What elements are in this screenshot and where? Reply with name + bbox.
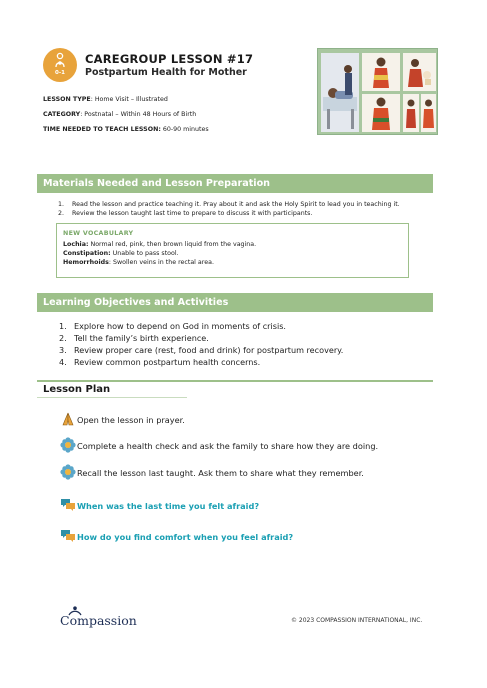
list-item: 1. Explore how to depend on God in moments of crisis. (59, 321, 286, 331)
praying-hands-icon (60, 411, 76, 427)
lesson-plan-rule (37, 380, 433, 382)
lesson-illustration (317, 48, 438, 135)
speech-bubbles-icon (60, 528, 76, 544)
vocabulary-box (56, 223, 409, 278)
illustration-tile-4 (362, 94, 400, 132)
compassion-logo (60, 606, 137, 628)
plan-step-text: Open the lesson in prayer. (77, 415, 185, 425)
logo-wordmark: Compassion (60, 613, 137, 628)
illustration-tile-5 (403, 94, 419, 132)
plan-step-text: Recall the lesson last taught. Ask them to share what they remember. (77, 468, 364, 478)
lesson-type-line: LESSON TYPE: Home Visit – Illustrated (43, 96, 168, 103)
mother-baby-icon (52, 52, 68, 68)
vocabulary-entry: Constipation: Unable to pass stool. (63, 250, 179, 257)
vocabulary-entry: Hemorrhoids: Swollen veins in the rectal area. (63, 259, 214, 266)
flower-icon (60, 437, 76, 453)
flower-icon (60, 464, 76, 480)
lesson-title: CAREGROUP LESSON #17 (85, 52, 254, 66)
lesson-subtitle: Postpartum Health for Mother (85, 67, 247, 78)
illustration-tile-1 (321, 53, 359, 132)
materials-list (58, 200, 400, 218)
time-line: TIME NEEDED TO TEACH LESSON: 60-90 minutes (43, 126, 209, 133)
list-item: 2. Review the lesson taught last time to prepare to discuss it with participants. (58, 210, 313, 217)
list-item: 3. Review proper care (rest, food and drink) for postpartum recovery. (59, 345, 344, 355)
materials-section-header: Materials Needed and Lesson Preparation (37, 174, 433, 193)
lesson-plan-underline (37, 397, 187, 398)
list-item: 2. Tell the family’s birth experience. (59, 333, 209, 343)
objectives-list (59, 320, 343, 368)
category-line: CATEGORY: Postnatal – Within 48 Hours of Birth (43, 111, 197, 118)
discussion-question: How do you find comfort when you feel afraid? (77, 532, 294, 542)
discussion-question: When was the last time you felt afraid? (77, 501, 260, 511)
plan-step-text: Complete a health check and ask the family to share how they are doing. (77, 441, 379, 451)
list-item: 1. Read the lesson and practice teaching it. Pray about it and ask the Holy Spirit to lead you in teaching it. (58, 201, 400, 208)
illustration-tile-3 (403, 53, 436, 91)
objectives-section-header: Learning Objectives and Activities (37, 293, 433, 312)
lesson-plan-heading: Lesson Plan (43, 384, 111, 395)
speech-bubbles-icon (60, 497, 76, 513)
lesson-code: 0-1 (55, 70, 65, 76)
vocabulary-heading: NEW VOCABULARY (63, 230, 134, 237)
lesson-badge (43, 48, 77, 82)
illustration-tile-6 (421, 94, 436, 132)
vocabulary-entry: Lochia: Normal red, pink, then brown liquid from the vagina. (63, 241, 257, 248)
illustration-tile-2 (362, 53, 400, 91)
list-item: 4. Review common postpartum health concerns. (59, 357, 261, 367)
copyright-notice: © 2023 COMPASSION INTERNATIONAL, INC. (291, 617, 423, 624)
